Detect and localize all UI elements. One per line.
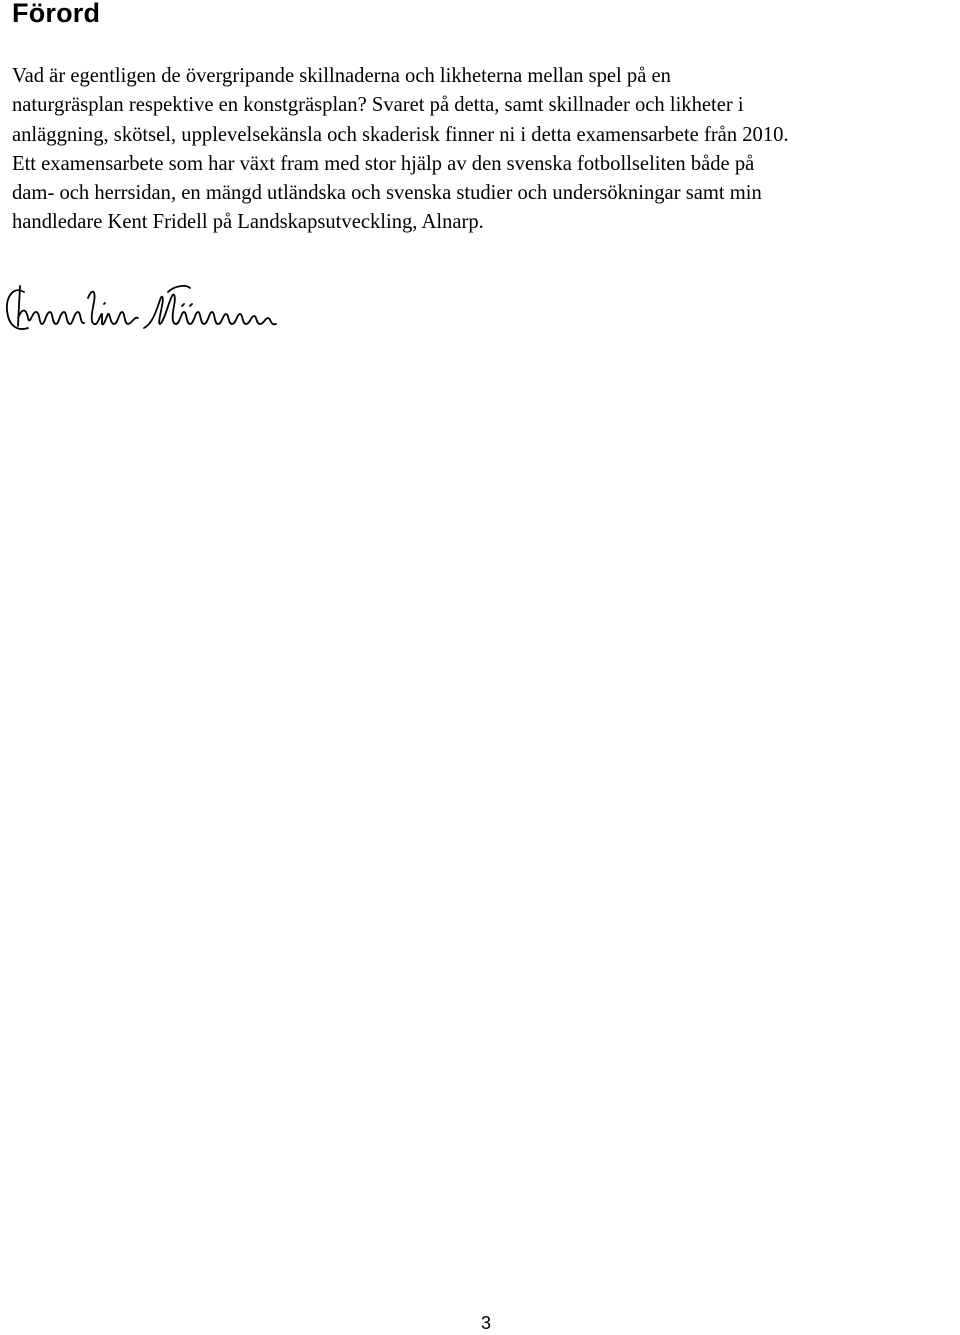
paragraph-line-5: dam- och herrsidan, en mängd utländska och svenska studier och undersökningar samt min xyxy=(12,182,762,205)
foreword-paragraph xyxy=(12,62,958,238)
paragraph-line-6: handledare Kent Fridell på Landskapsutveckling, Alnarp. xyxy=(12,211,484,234)
paragraph-line-3: anläggning, skötsel, upplevelsekänsla och skaderisk finner ni i detta examensarbete från 2010. xyxy=(12,123,789,146)
page-heading: Förord xyxy=(12,0,101,28)
paragraph-line-4: Ett examensarbete som har växt fram med stor hjälp av den svenska fotbollseliten både på xyxy=(12,152,755,175)
handwritten-signature xyxy=(4,278,286,344)
page-number: 3 xyxy=(480,1313,491,1333)
paragraph-line-1: Vad är egentligen de övergripande skillnaderna och likheterna mellan spel på en xyxy=(12,65,671,87)
paragraph-line-2: naturgräsplan respektive en konstgräsplan? Svaret på detta, samt skillnader och likheter i xyxy=(12,94,744,117)
